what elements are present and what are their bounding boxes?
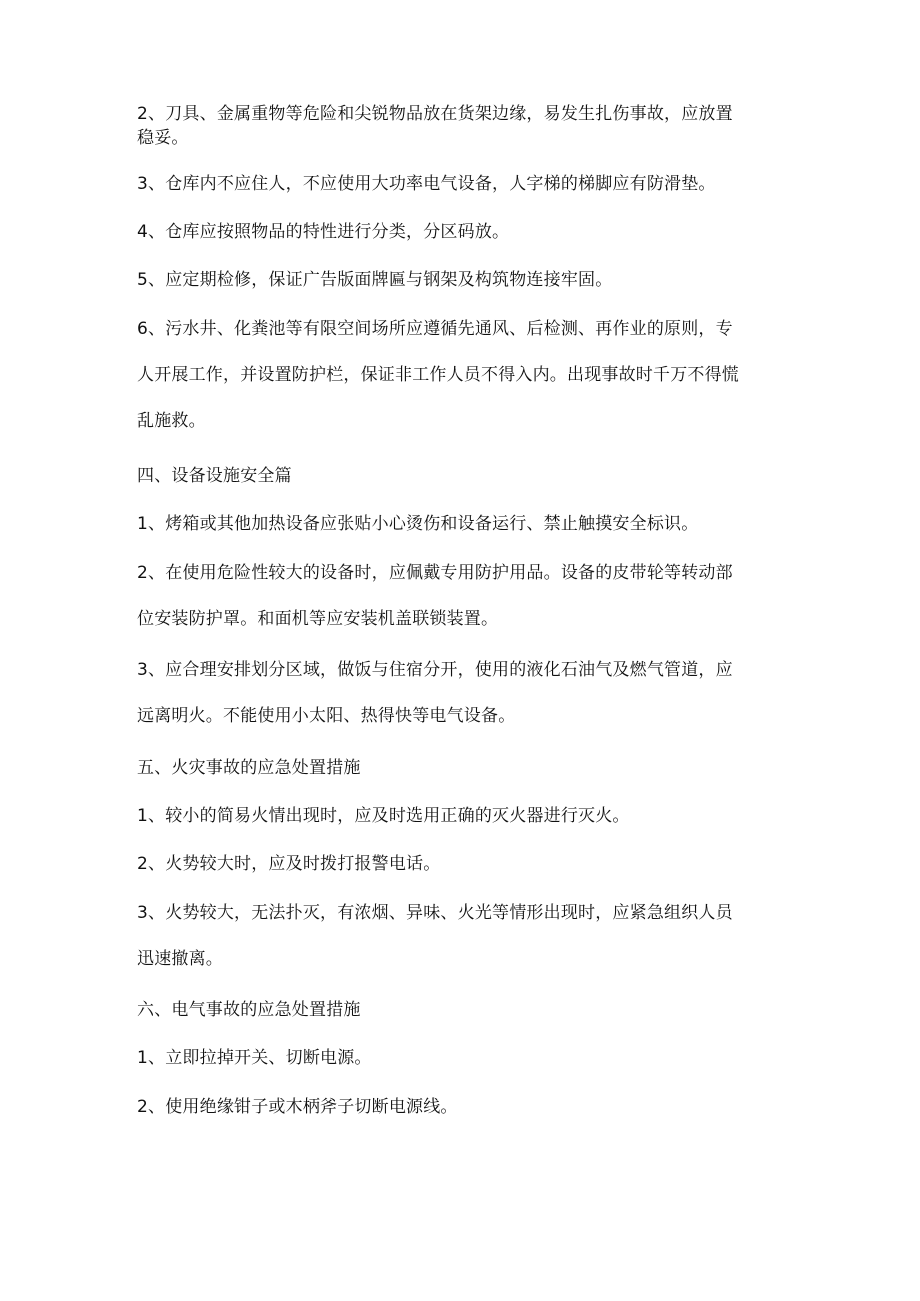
paragraph-cut-power — [137, 1046, 797, 1070]
paragraph-zoning-gas — [137, 658, 797, 728]
paragraph-knives-shelf-edge — [137, 102, 797, 150]
paragraph-line: 1、较小的简易火情出现时，应及时选用正确的灭火器进行灭火。 — [137, 806, 630, 826]
paragraph-line: 2、在使用危险性较大的设备时，应佩戴专用防护用品。设备的皮带轮等转动部 — [137, 563, 733, 583]
paragraph-line: 2、刀具、金属重物等危险和尖锐物品放在货架边缘，易发生扎伤事故，应放置 — [137, 104, 733, 124]
paragraph-evacuation — [137, 901, 797, 971]
paragraph-large-fire-call — [137, 852, 797, 876]
paragraph-insulated-tools — [137, 1095, 797, 1119]
paragraph-small-fire — [137, 804, 797, 828]
paragraph-billboard-inspection — [137, 268, 797, 292]
section-heading-electrical-response — [137, 998, 797, 1022]
paragraph-line: 迅速撤离。 — [137, 949, 223, 969]
section-heading-equipment-safety — [137, 464, 797, 488]
paragraph-dangerous-equipment — [137, 561, 797, 631]
paragraph-warehouse-no-living — [137, 172, 797, 196]
paragraph-line: 稳妥。 — [137, 128, 189, 148]
paragraph-confined-space — [137, 317, 797, 433]
paragraph-line: 3、火势较大，无法扑灭，有浓烟、异味、火光等情形出现时，应紧急组织人员 — [137, 903, 733, 923]
paragraph-line: 1、烤箱或其他加热设备应张贴小心烫伤和设备运行、禁止触摸安全标识。 — [137, 514, 699, 534]
paragraph-line: 人开展工作，并设置防护栏，保证非工作人员不得入内。出现事故时千万不得慌 — [137, 365, 739, 385]
paragraph-line: 3、仓库内不应住人，不应使用大功率电气设备，人字梯的梯脚应有防滑垫。 — [137, 174, 716, 194]
paragraph-line: 2、火势较大时，应及时拨打报警电话。 — [137, 854, 441, 874]
paragraph-line: 3、应合理安排划分区域，做饭与住宿分开，使用的液化石油气及燃气管道，应 — [137, 660, 733, 680]
paragraph-line: 5、应定期检修，保证广告版面牌匾与钢架及构筑物连接牢固。 — [137, 270, 613, 290]
paragraph-line: 2、使用绝缘钳子或木柄斧子切断电源线。 — [137, 1097, 458, 1117]
paragraph-line: 6、污水井、化粪池等有限空间场所应遵循先通风、后检测、再作业的原则，专 — [137, 319, 733, 339]
paragraph-line: 远离明火。不能使用小太阳、热得快等电气设备。 — [137, 706, 516, 726]
section-heading-fire-response — [137, 756, 797, 780]
section-heading: 六、电气事故的应急处置措施 — [137, 1000, 361, 1020]
paragraph-line: 4、仓库应按照物品的特性进行分类，分区码放。 — [137, 222, 510, 242]
paragraph-line: 1、立即拉掉开关、切断电源。 — [137, 1048, 372, 1068]
paragraph-line: 位安装防护罩。和面机等应安装机盖联锁装置。 — [137, 609, 499, 629]
section-heading: 四、设备设施安全篇 — [137, 466, 292, 486]
paragraph-line: 乱施救。 — [137, 411, 206, 431]
paragraph-warehouse-classification — [137, 220, 797, 244]
section-heading: 五、火灾事故的应急处置措施 — [137, 758, 361, 778]
paragraph-oven-labels — [137, 512, 797, 536]
